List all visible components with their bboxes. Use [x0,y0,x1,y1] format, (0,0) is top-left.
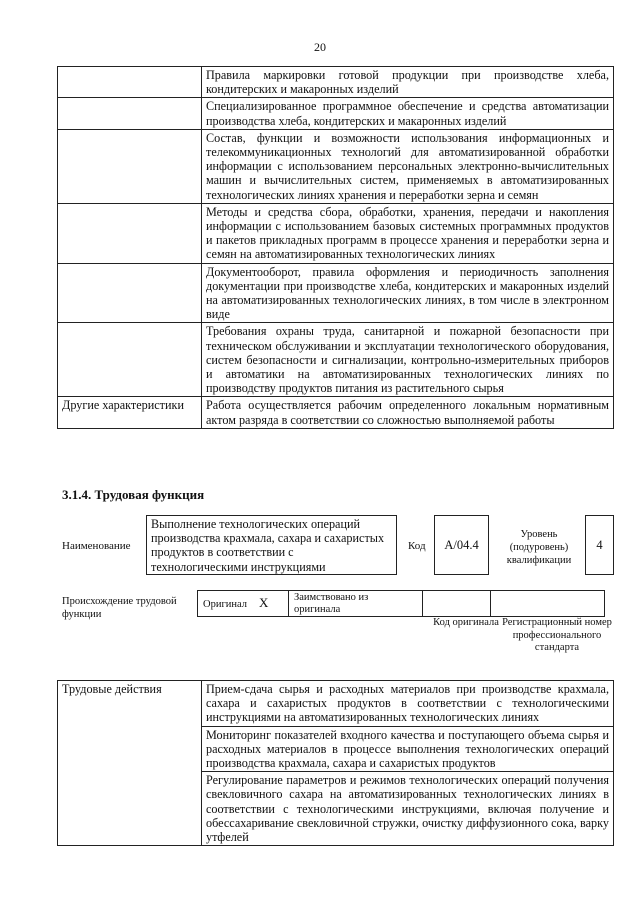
registration-caption: Регистрационный номер профессионального стандарта [502,617,612,653]
table-row [58,323,614,397]
label-cell [58,263,202,323]
table-cell: Мониторинг показателей входного качества и поступающего объема сырья и расходных материалов в процессе выполнения технологических операций производства крахмала, сахара и сахаристых продуктов [202,726,614,772]
labor-actions-table [57,680,614,846]
code-caption: Код оригинала [433,617,499,628]
table-row [58,98,614,129]
page-number: 20 [314,40,326,54]
registration-number-cell [491,591,605,617]
table-cell: Регулирование параметров и режимов технологических операций получения свекловичного сахара на автоматизированных технологических линиях в соответствии с технологическими инструкциями, включая получение и обессахаривание свекловичной стружки, очистку диффузионного сока, варку утфелей [202,772,614,846]
table-row [58,726,614,772]
original-cell [198,591,289,617]
table-row [58,129,614,203]
other-characteristics-text: Работа осуществляется рабочим определенного локальным нормативным актом разряда в соответствии со сложностью выполняемой работы [202,397,614,428]
name-label: Наименование [62,540,131,552]
table-row [58,263,614,323]
level-value: 4 [585,515,614,575]
table-cell: Специализированное программное обеспечение и средства автоматизации производства хлеба, кондитерских и макаронных изделий [202,98,614,129]
code-value: A/04.4 [434,515,489,575]
label-cell [58,726,202,772]
other-characteristics-label: Другие характеристики [58,397,202,428]
name-value: Выполнение технологических операций производства крахмала, сахара и сахаристых продуктов в соответствии с технологическими инструкциями [146,515,397,575]
table-cell: Правила маркировки готовой продукции при производстве хлеба, кондитерских и макаронных изделий [202,67,614,98]
origin-label: Происхождение трудовой функции [62,596,177,620]
label-cell [58,67,202,98]
level-label: Уровень (подуровень) квалификации [506,529,572,566]
label-cell [58,98,202,129]
code-label: Код [408,540,426,552]
knowledge-table [57,66,614,429]
original-mark: X [259,594,269,610]
borrowed-label: Заимствовано из оригинала [289,591,423,617]
label-cell [58,203,202,263]
table-cell: Прием-сдача сырья и расходных материалов при производстве крахмала, сахара и сахаристых продуктов в соответствии с технологическими инструкциями на автоматизированных технологических линиях [202,681,614,727]
label-cell [58,772,202,846]
table-row [58,681,614,727]
section-heading: 3.1.4. Трудовая функция [62,487,205,502]
label-cell [58,129,202,203]
table-cell: Состав, функции и возможности использования информационных и телекоммуникационных технологий для автоматизированной обработки информации с использованием персональных электронно-вычислительных машин и вычислительных систем, применяемых в автоматизированных технологических линиях хранения и переработки зерна и семян [202,129,614,203]
origin-table [197,590,605,617]
table-row [58,203,614,263]
table-cell: Методы и средства сбора, обработки, хранения, передачи и накопления информации с использованием базовых системных программных продуктов и пакетов прикладных программ в процессе хранения и переработки зерна и семян на автоматизированных технологических линиях [202,203,614,263]
table-cell: Документооборот, правила оформления и периодичность заполнения документации при производстве хлеба, кондитерских и макаронных изделий на автоматизированных технологических линиях, в том числе в электронном виде [202,263,614,323]
original-code-cell [423,591,491,617]
label-cell [58,323,202,397]
labor-actions-label: Трудовые действия [58,681,202,727]
original-label: Оригинал [203,598,247,610]
table-row [198,591,605,617]
table-row [58,772,614,846]
table-row [58,67,614,98]
table-cell: Требования охраны труда, санитарной и пожарной безопасности при техническом обслуживании и эксплуатации технологического оборудования, систем безопасности и сигнализации, контрольно-измерительных приборов и автоматики на автоматизированных технологических линиях по производству продуктов питания из растительного сырья [202,323,614,397]
table-row-other [58,397,614,428]
